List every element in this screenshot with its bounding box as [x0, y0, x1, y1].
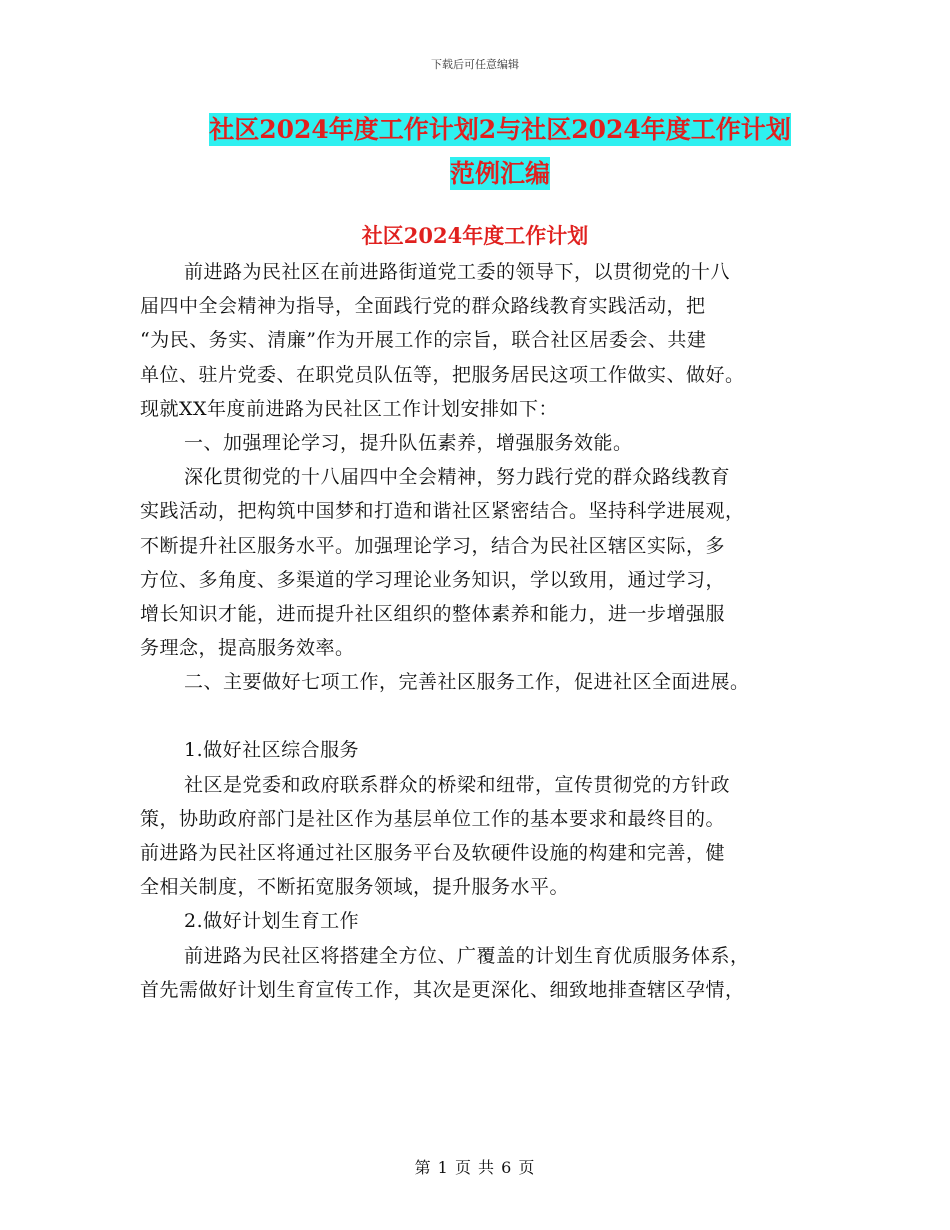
body-line: 社区是党委和政府联系群众的桥梁和纽带，宣传贯彻党的方针政 [184, 773, 731, 796]
body-line: 前进路为民社区将搭建全方位、广覆盖的计划生育优质服务体系， [184, 944, 750, 967]
paragraph-gap [140, 699, 820, 733]
document-title [140, 108, 860, 196]
body-line: 策，协助政府部门是社区作为基层单位工作的基本要求和最终目的。 [140, 807, 726, 830]
body-line: 现就XX年度前进路为民社区工作计划安排如下： [140, 397, 559, 420]
body-line: 不断提升社区服务水平。加强理论学习，结合为民社区辖区实际，多 [140, 534, 726, 557]
header-note: 下载后可任意编辑 [431, 58, 519, 71]
body-line: 届四中全会精神为指导，全面践行党的群众路线教育实践活动，把 [140, 295, 706, 318]
body-line: 实践活动，把构筑中国梦和打造和谐社区紧密结合。坚持科学进展观， [140, 500, 745, 523]
body-line: 首先需做好计划生育宣传工作，其次是更深化、细致地排查辖区孕情， [140, 978, 745, 1001]
section-title: 社区2024年度工作计划 [361, 223, 589, 248]
body-text [140, 255, 820, 1007]
body-line: “为民、务实、清廉”作为开展工作的宗旨，联合社区居委会、共建 [140, 329, 707, 352]
body-line: 深化贯彻党的十八届四中全会精神，努力践行党的群众路线教育 [184, 466, 731, 489]
subheading: 2.做好计划生育工作 [184, 910, 360, 933]
body-line: 一、加强理论学习，提升队伍素养，增强服务效能。 [184, 431, 633, 454]
body-line: 单位、驻片党委、在职党员队伍等，把服务居民这项工作做实、做好。 [140, 363, 745, 386]
body-line: 前进路为民社区将通过社区服务平台及软硬件设施的构建和完善，健 [140, 842, 726, 864]
body-line: 二、主要做好七项工作，完善社区服务工作，促进社区全面进展。 [184, 671, 750, 694]
page-number: 第 1 页 共 6 页 [414, 1158, 536, 1177]
body-line: 全相关制度，不断拓宽服务领域，提升服务水平。 [140, 876, 570, 899]
document-title-line-2: 范例汇编 [449, 159, 550, 188]
body-line: 增长知识才能，进而提升社区组织的整体素养和能力，进一步增强服 [140, 602, 726, 625]
body-line: 务理念，提高服务效率。 [140, 637, 355, 660]
document-title-line-1: 社区2024年度工作计划2与社区2024年度工作计划 [209, 115, 791, 144]
subheading: 1.做好社区综合服务 [184, 739, 360, 762]
body-line: 前进路为民社区在前进路街道党工委的领导下，以贯彻党的十八 [184, 261, 731, 283]
body-line: 方位、多角度、多渠道的学习理论业务知识，学以致用，通过学习， [140, 568, 726, 591]
